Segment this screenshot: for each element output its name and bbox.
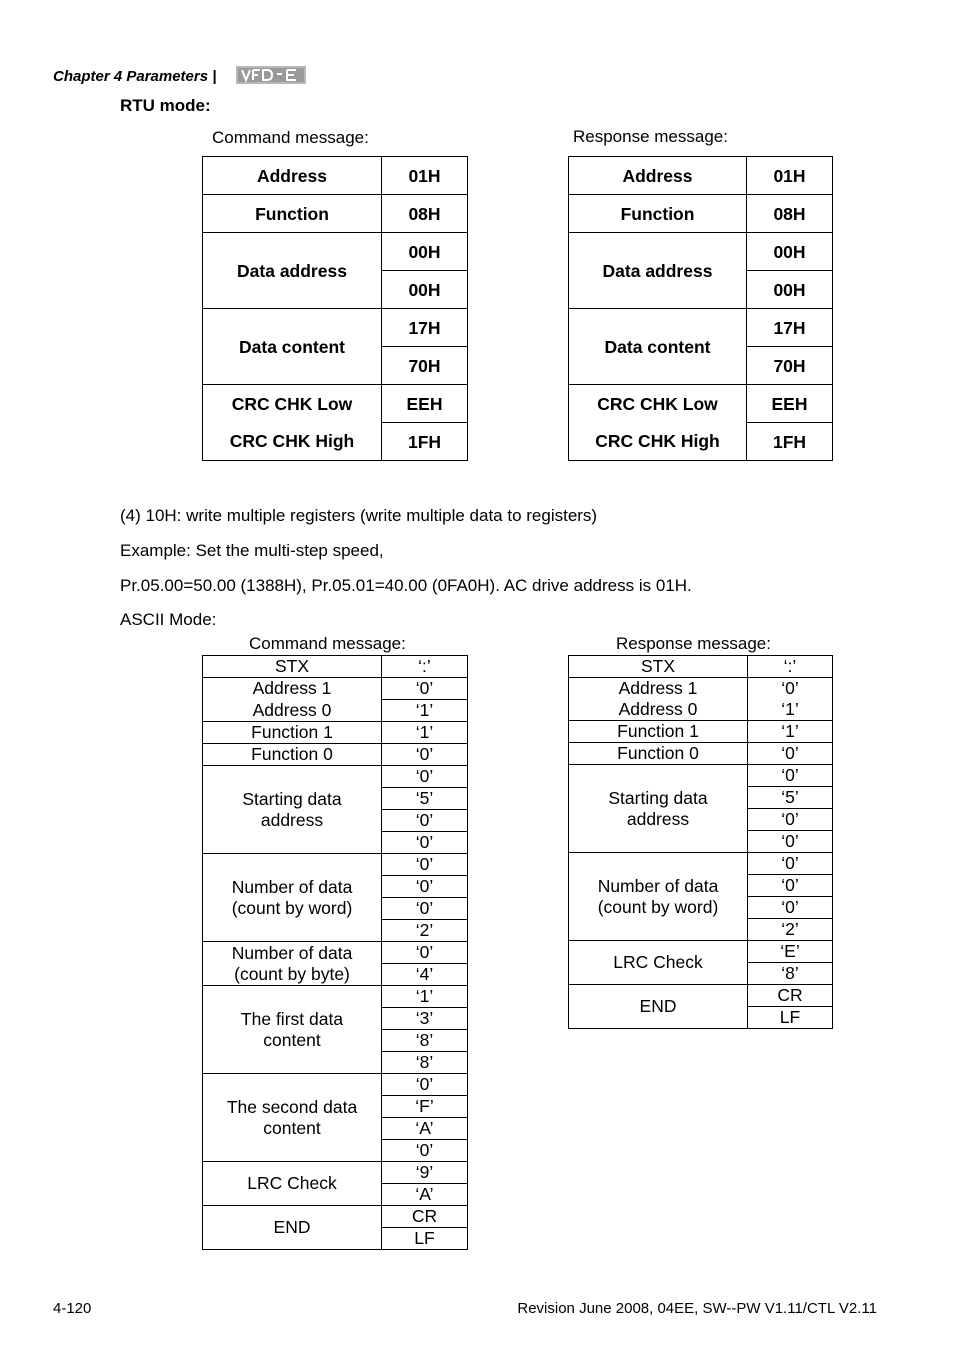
field-value: ‘0’ bbox=[748, 765, 833, 787]
field-value: ‘8’ bbox=[382, 1030, 468, 1052]
field-value: ‘0’ bbox=[748, 875, 833, 897]
ascii-command-table bbox=[202, 655, 468, 1250]
label-line: (count by word) bbox=[597, 896, 719, 917]
table-row bbox=[569, 678, 833, 700]
table-row bbox=[569, 656, 833, 678]
table-row bbox=[569, 195, 833, 233]
field-value: ‘5’ bbox=[382, 788, 468, 810]
table-row bbox=[203, 656, 468, 678]
field-value: ‘0’ bbox=[382, 898, 468, 920]
field-value: EEH bbox=[747, 385, 833, 423]
field-value: ‘3’ bbox=[382, 1008, 468, 1030]
field-value: ‘0’ bbox=[382, 942, 468, 964]
table-row bbox=[569, 157, 833, 195]
field-value: ‘0’ bbox=[748, 809, 833, 831]
field-value: ‘1’ bbox=[382, 986, 468, 1008]
field-label: Function bbox=[203, 195, 382, 233]
label-line: address bbox=[626, 808, 690, 829]
field-value: ‘9’ bbox=[382, 1162, 468, 1184]
field-label: Data address bbox=[569, 233, 747, 309]
label-line: Starting data bbox=[242, 788, 342, 809]
field-value: ‘0’ bbox=[382, 876, 468, 898]
field-value: LF bbox=[382, 1228, 468, 1250]
table-row bbox=[203, 385, 468, 423]
rtu-command-caption: Command message: bbox=[212, 128, 369, 147]
field-label bbox=[569, 765, 748, 853]
field-value: ‘0’ bbox=[748, 678, 833, 700]
field-value: ‘2’ bbox=[382, 920, 468, 942]
table-row bbox=[203, 986, 468, 1008]
field-value: ‘E’ bbox=[748, 941, 833, 963]
field-label: Address 0 bbox=[203, 700, 382, 722]
field-label: Data address bbox=[203, 233, 382, 309]
field-value: 1FH bbox=[382, 423, 468, 461]
field-value: ‘4’ bbox=[382, 964, 468, 986]
chapter-title: Chapter 4 Parameters bbox=[53, 68, 209, 85]
table-row bbox=[569, 765, 833, 787]
field-label: Function 0 bbox=[203, 744, 382, 766]
field-value: ‘:’ bbox=[748, 656, 833, 678]
table-row bbox=[569, 699, 833, 721]
field-value: ‘1’ bbox=[748, 699, 833, 721]
field-label bbox=[203, 986, 382, 1074]
field-value: 17H bbox=[382, 309, 468, 347]
field-value: ‘0’ bbox=[382, 678, 468, 700]
field-label: CRC CHK Low bbox=[569, 385, 747, 423]
field-value: ‘0’ bbox=[382, 832, 468, 854]
label-line: Number of data bbox=[231, 876, 353, 897]
table-row bbox=[203, 766, 468, 788]
field-value: 1FH bbox=[747, 423, 833, 461]
rtu-command-table bbox=[202, 156, 468, 461]
field-value: ‘1’ bbox=[382, 700, 468, 722]
field-label: Function 1 bbox=[569, 721, 748, 743]
rtu-response-table bbox=[568, 156, 833, 461]
field-label: Address bbox=[203, 157, 382, 195]
field-value: 00H bbox=[382, 271, 468, 309]
field-value: ‘8’ bbox=[748, 963, 833, 985]
label-line: Number of data bbox=[231, 942, 353, 963]
field-value: ‘1’ bbox=[382, 722, 468, 744]
label-line: Number of data bbox=[597, 875, 719, 896]
table-row bbox=[203, 722, 468, 744]
field-value: ‘0’ bbox=[382, 744, 468, 766]
table-row bbox=[203, 854, 468, 876]
field-value: 70H bbox=[382, 347, 468, 385]
table-row bbox=[569, 941, 833, 963]
label-line: The first data bbox=[240, 1008, 344, 1029]
field-value: 00H bbox=[382, 233, 468, 271]
section-heading: (4) 10H: write multiple registers (write multiple data to registers) bbox=[120, 506, 598, 525]
table-row bbox=[569, 721, 833, 743]
field-label bbox=[203, 1074, 382, 1162]
field-label: END bbox=[569, 985, 748, 1029]
field-value: ‘2’ bbox=[748, 919, 833, 941]
table-row bbox=[569, 985, 833, 1007]
table-row bbox=[203, 309, 468, 347]
example-text: Example: Set the multi-step speed, bbox=[120, 541, 384, 560]
table-row bbox=[569, 853, 833, 875]
rtu-response-caption: Response message: bbox=[573, 127, 728, 146]
label-line: (count by word) bbox=[231, 897, 353, 918]
field-value: CR bbox=[748, 985, 833, 1007]
field-value: ‘1’ bbox=[748, 721, 833, 743]
field-value: 08H bbox=[747, 195, 833, 233]
field-value: ‘:’ bbox=[382, 656, 468, 678]
field-value: 00H bbox=[747, 271, 833, 309]
table-row bbox=[203, 942, 468, 964]
field-label: STX bbox=[203, 656, 382, 678]
table-row bbox=[203, 233, 468, 271]
table-row bbox=[569, 423, 833, 461]
field-value: ‘8’ bbox=[382, 1052, 468, 1074]
label-line: content bbox=[263, 1117, 321, 1138]
table-row bbox=[203, 700, 468, 722]
field-label: Address bbox=[569, 157, 747, 195]
field-value: 08H bbox=[382, 195, 468, 233]
table-row bbox=[203, 195, 468, 233]
field-value: 01H bbox=[747, 157, 833, 195]
table-row bbox=[203, 423, 468, 461]
field-value: 01H bbox=[382, 157, 468, 195]
field-label: Address 0 bbox=[569, 699, 748, 721]
ascii-response-table bbox=[568, 655, 833, 1029]
field-label bbox=[203, 942, 382, 986]
field-value: ‘0’ bbox=[748, 831, 833, 853]
field-label bbox=[203, 854, 382, 942]
field-value: ‘F’ bbox=[382, 1096, 468, 1118]
table-row bbox=[203, 157, 468, 195]
field-label: Data content bbox=[569, 309, 747, 385]
table-row bbox=[203, 1162, 468, 1184]
field-label: Function 0 bbox=[569, 743, 748, 765]
ascii-mode-label: ASCII Mode: bbox=[120, 610, 217, 629]
header-separator: | bbox=[212, 68, 217, 85]
table-row bbox=[569, 233, 833, 271]
field-label: Address 1 bbox=[569, 678, 748, 700]
field-value: EEH bbox=[382, 385, 468, 423]
field-label: LRC Check bbox=[569, 941, 748, 985]
vfd-e-logo-icon bbox=[236, 66, 306, 84]
table-row bbox=[569, 743, 833, 765]
field-label: STX bbox=[569, 656, 748, 678]
field-value: ‘0’ bbox=[382, 1074, 468, 1096]
table-row bbox=[569, 309, 833, 347]
field-value: ‘0’ bbox=[382, 1140, 468, 1162]
field-value: ‘0’ bbox=[382, 854, 468, 876]
label-line: address bbox=[260, 809, 324, 830]
field-value: LF bbox=[748, 1007, 833, 1029]
field-value: ‘0’ bbox=[382, 766, 468, 788]
label-line: content bbox=[263, 1029, 321, 1050]
field-value: ‘5’ bbox=[748, 787, 833, 809]
chapter-header bbox=[53, 68, 216, 85]
field-label: Data content bbox=[203, 309, 382, 385]
page-number: 4-120 bbox=[53, 1300, 92, 1317]
field-label: Address 1 bbox=[203, 678, 382, 700]
field-value: ‘A’ bbox=[382, 1184, 468, 1206]
field-value: 00H bbox=[747, 233, 833, 271]
label-line: Starting data bbox=[608, 787, 708, 808]
field-value: CR bbox=[382, 1206, 468, 1228]
field-value: ‘0’ bbox=[748, 897, 833, 919]
table-row bbox=[203, 1074, 468, 1096]
field-value: ‘0’ bbox=[748, 743, 833, 765]
table-row bbox=[203, 744, 468, 766]
field-label: CRC CHK High bbox=[203, 423, 382, 461]
field-label: Function bbox=[569, 195, 747, 233]
field-value: ‘0’ bbox=[748, 853, 833, 875]
label-line: (count by byte) bbox=[234, 963, 350, 984]
field-value: 70H bbox=[747, 347, 833, 385]
parameter-text: Pr.05.00=50.00 (1388H), Pr.05.01=40.00 (0FA0H). AC drive address is 01H. bbox=[120, 576, 692, 595]
field-value: ‘0’ bbox=[382, 810, 468, 832]
rtu-mode-title: RTU mode: bbox=[120, 96, 211, 115]
label-line: The second data bbox=[226, 1096, 358, 1117]
field-label bbox=[203, 766, 382, 854]
field-label: LRC Check bbox=[203, 1162, 382, 1206]
table-row bbox=[203, 678, 468, 700]
field-label: END bbox=[203, 1206, 382, 1250]
ascii-response-caption: Response message: bbox=[616, 634, 771, 653]
field-label: CRC CHK Low bbox=[203, 385, 382, 423]
field-label: Function 1 bbox=[203, 722, 382, 744]
field-label bbox=[569, 853, 748, 941]
table-row bbox=[569, 385, 833, 423]
field-value: ‘A’ bbox=[382, 1118, 468, 1140]
field-value: 17H bbox=[747, 309, 833, 347]
table-row bbox=[203, 1206, 468, 1228]
revision-text: Revision June 2008, 04EE, SW--PW V1.11/CTL V2.11 bbox=[517, 1300, 877, 1317]
ascii-command-caption: Command message: bbox=[249, 634, 406, 653]
field-label: CRC CHK High bbox=[569, 423, 747, 461]
